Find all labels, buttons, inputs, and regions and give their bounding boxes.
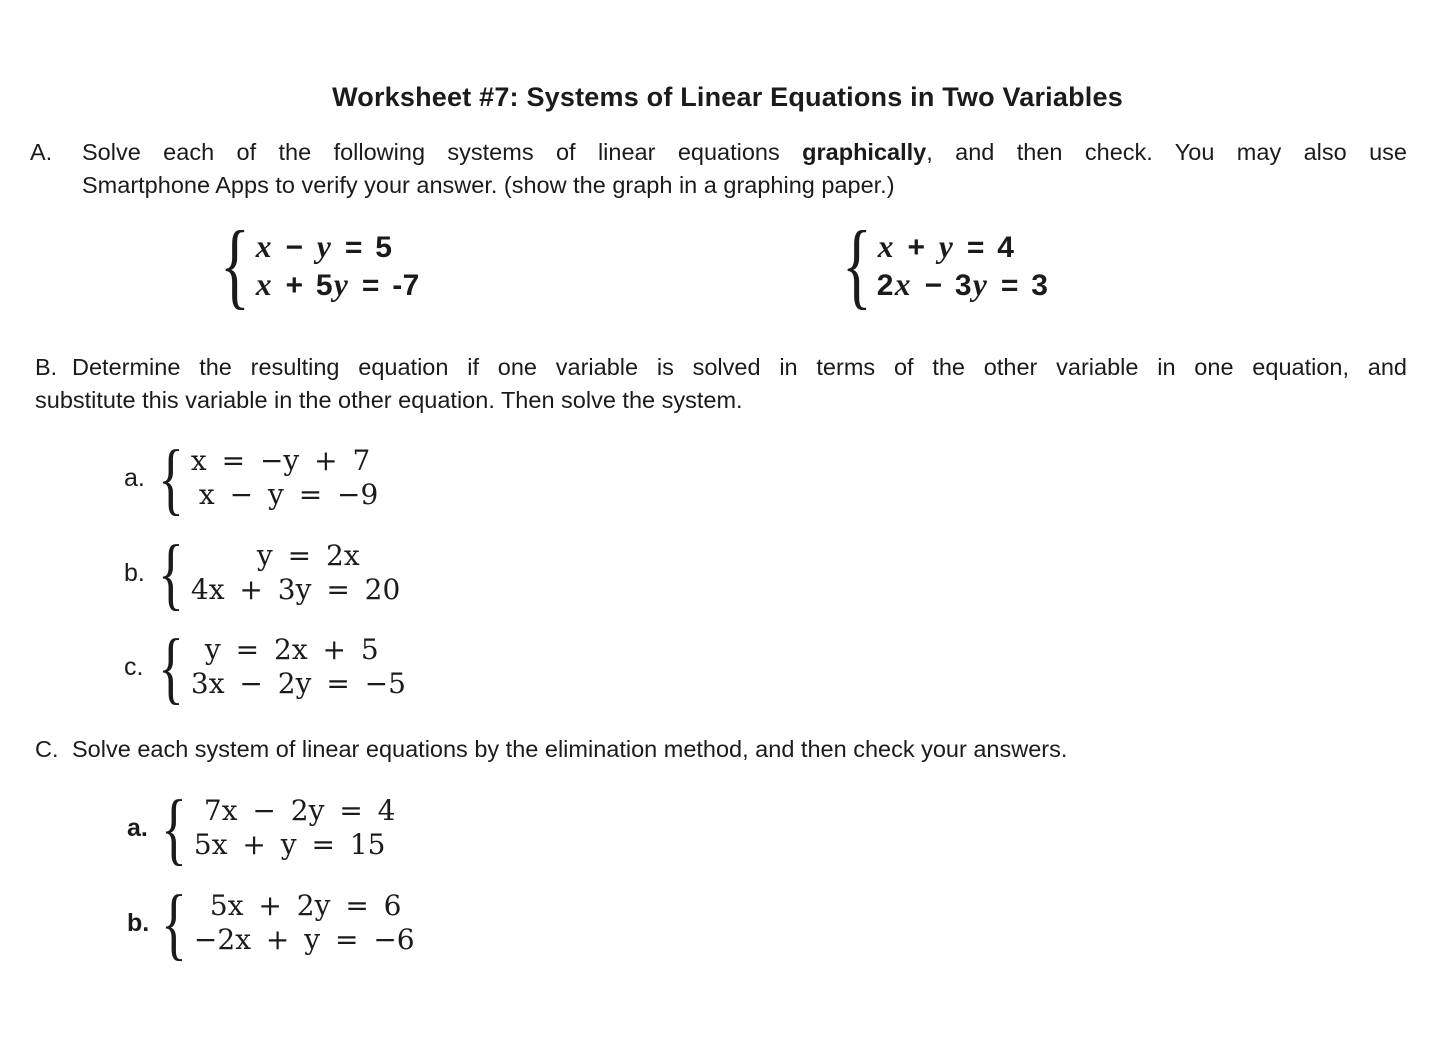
section-b-line2: substitute this variable in the other equation. Then solve the system.	[35, 386, 743, 413]
equation-line: 5x + 2y = 6	[209, 889, 402, 922]
system-item-b-b	[124, 528, 401, 618]
section-a-label: A.	[30, 139, 53, 165]
equation-line: −2x + y = −6	[193, 923, 415, 956]
section-b-instructions	[35, 351, 1407, 416]
section-b-text: Determine the resulting equation if one variable is solved in terms of the other variable in one equation, and	[72, 354, 1407, 380]
section-c-instructions	[35, 733, 1407, 766]
section-c-line1	[35, 733, 1407, 766]
system-item-c-b	[127, 878, 415, 968]
equation-line: y = 2x	[256, 539, 360, 572]
equations	[877, 228, 1049, 304]
section-a-bold-word: graphically	[802, 139, 927, 165]
section-a-text: Solve each of the following systems of linear equations	[82, 139, 803, 165]
item-label: a.	[127, 813, 148, 842]
item-label: b.	[124, 558, 145, 587]
equation-line: x = −y + 7	[190, 444, 371, 477]
equation-line: y = 2x + 5	[204, 633, 379, 666]
equations	[191, 539, 400, 607]
equations	[194, 794, 396, 862]
equation-line: x + y = 4	[877, 229, 1015, 264]
section-a-line1	[30, 136, 1407, 169]
section-b-label: B.	[35, 354, 58, 380]
equations	[194, 889, 415, 957]
equation-line: x + 5y = -7	[255, 267, 420, 302]
system-a-1	[220, 213, 420, 319]
system-item-b-c	[124, 622, 406, 712]
section-a-text-cont: , and then check. You may also use	[926, 139, 1407, 165]
equation-line: x − y = −9	[198, 478, 379, 511]
left-brace-icon: {	[161, 783, 187, 873]
left-brace-icon: {	[161, 878, 187, 968]
section-a-instructions	[30, 136, 1407, 201]
equation-line: 3x − 2y = −5	[190, 667, 406, 700]
section-c-label: C.	[35, 736, 59, 762]
page-title: Worksheet #7: Systems of Linear Equations in Two Variables	[332, 82, 1123, 113]
equation-line: 2x − 3y = 3	[876, 267, 1049, 302]
left-brace-icon: {	[220, 213, 250, 319]
equations	[191, 444, 378, 512]
left-brace-icon: {	[158, 433, 184, 523]
section-b-line1	[35, 351, 1407, 384]
equation-line: x − y = 5	[255, 229, 393, 264]
item-label: a.	[124, 463, 145, 492]
left-brace-icon: {	[842, 213, 872, 319]
system-item-c-a	[127, 783, 396, 873]
left-brace-icon: {	[158, 528, 184, 618]
section-a-line2: Smartphone Apps to verify your answer. (show the graph in a graphing paper.)	[82, 171, 895, 198]
item-label: c.	[124, 652, 144, 681]
equation-line: 5x + y = 15	[193, 828, 386, 861]
system-a-2	[842, 213, 1049, 319]
equations	[191, 633, 406, 701]
equations	[255, 228, 420, 304]
equation-line: 7x − 2y = 4	[203, 794, 396, 827]
section-c-text: Solve each system of linear equations by the elimination method, and then check your answers.	[72, 736, 1068, 762]
left-brace-icon: {	[158, 622, 184, 712]
system-item-b-a	[124, 433, 379, 523]
item-label: b.	[127, 908, 150, 937]
equation-line: 4x + 3y = 20	[190, 573, 401, 606]
